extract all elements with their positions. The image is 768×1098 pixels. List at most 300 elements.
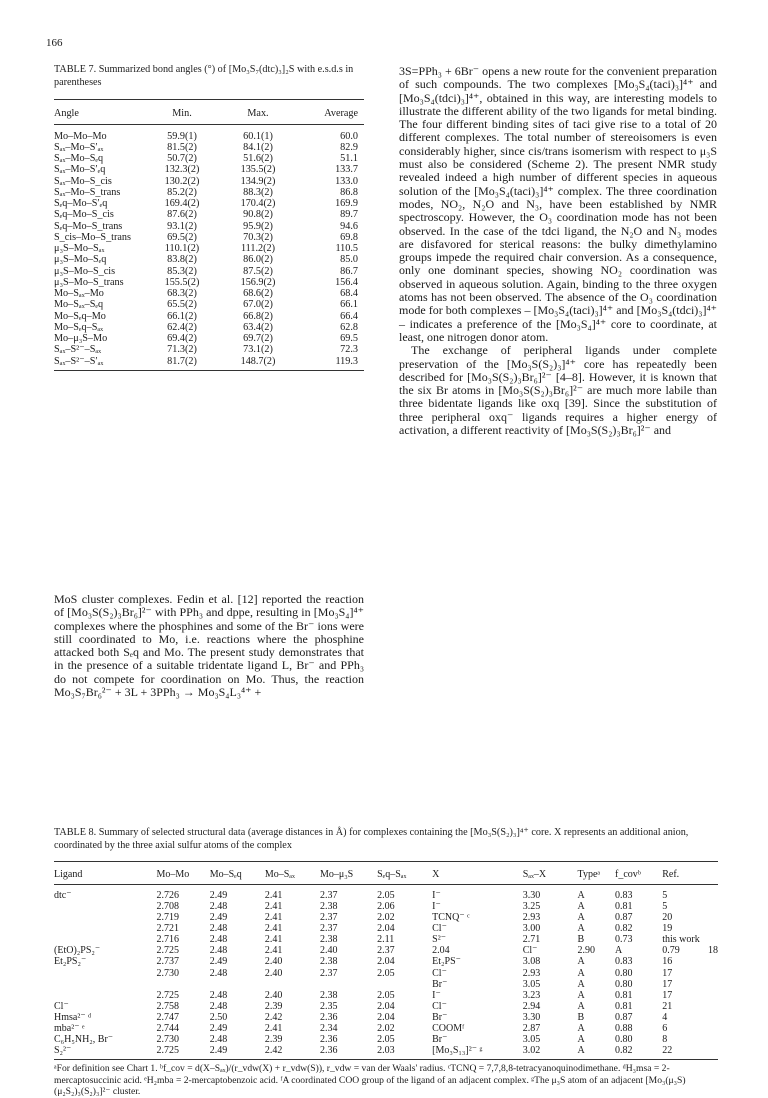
table-cell: 2.05 <box>377 967 395 979</box>
table-cell: 22 <box>662 1045 673 1057</box>
table-cell: Br⁻ <box>432 978 448 990</box>
table-cell: Mo–Mo–Mo <box>54 130 107 142</box>
table-cell: 2.36 <box>319 1034 338 1046</box>
table-row <box>54 221 364 232</box>
table-row <box>54 923 718 934</box>
table-row <box>54 1034 718 1045</box>
table-cell: 69.7(2) <box>243 333 273 344</box>
table-cell: 2.725 <box>156 945 179 957</box>
table-cell: 72.3 <box>340 344 358 356</box>
table-8-header: Mo–Mo <box>156 868 190 880</box>
table-cell <box>265 979 320 990</box>
table-cell: Sₐₓ–Mo–S_cis <box>54 175 112 187</box>
table-cell: 111.2(2) <box>240 243 276 254</box>
table-cell: 69.4(2) <box>167 333 197 344</box>
table-cell: 2.725 <box>156 1045 179 1057</box>
table-cell: A <box>577 956 585 968</box>
table-cell: 81.5(2) <box>167 141 197 153</box>
table-cell: Mo–Sₑq–Sₐₓ <box>54 321 104 333</box>
table-cell: 2.94 <box>522 1000 541 1012</box>
table-cell: 0.83 <box>615 889 633 901</box>
table-cell: I⁻ <box>432 989 441 1001</box>
table-cell: 2.747 <box>156 1011 179 1023</box>
table-cell: A <box>577 1023 585 1035</box>
table-cell: 66.1 <box>340 299 358 311</box>
table-cell: A <box>577 912 585 924</box>
table-cell: 86.8 <box>340 186 358 198</box>
table-rule <box>54 1059 718 1060</box>
table-row <box>54 232 364 243</box>
table-cell: C₆H₅NH₂, Br⁻ <box>54 1034 114 1046</box>
table-cell: 2.48 <box>209 967 228 979</box>
table-cell: B <box>577 1011 585 1023</box>
table-cell: 155.5(2) <box>164 276 200 288</box>
table-cell: 2.39 <box>264 1000 283 1012</box>
table-cell: 2.87 <box>522 1023 541 1035</box>
table-cell: 2.41 <box>264 901 283 912</box>
table-cell: Cl⁻ <box>522 945 538 957</box>
table-cell: 2.38 <box>319 989 338 1001</box>
table-cell: 2.40 <box>264 989 283 1001</box>
table-row <box>54 176 364 187</box>
table-cell <box>54 990 156 1001</box>
table-cell: 2.36 <box>319 1011 338 1023</box>
table-cell: 73.1(2) <box>243 344 273 356</box>
table-cell <box>320 979 377 990</box>
table-row <box>54 243 364 254</box>
table-cell: 51.6(2) <box>243 153 273 164</box>
table-cell: 2.48 <box>209 901 228 912</box>
table-cell: 2.41 <box>264 889 283 901</box>
table-cell: 2.48 <box>209 934 228 946</box>
table-cell: 3.08 <box>522 956 541 968</box>
table-row <box>54 956 718 967</box>
table-cell: 66.1(2) <box>167 310 197 322</box>
table-8-caption: TABLE 8. Summary of selected structural data (average distances in Å) for complexes containing the [Mo₃S(S₂)₃]⁴⁺ core. X represents an additional anion, coordinated by the three axial sulfur atoms of the complex <box>54 827 689 851</box>
table-cell: 2.41 <box>264 945 283 957</box>
table-row <box>54 344 364 355</box>
table-cell: 71.3(2) <box>167 344 197 356</box>
table-cell: 135.5(2) <box>240 164 276 176</box>
table-cell: Cl⁻ <box>432 967 447 979</box>
table-8-header: X <box>432 868 440 880</box>
table-cell: 84.1(2) <box>243 141 273 153</box>
table-row <box>54 901 718 912</box>
table-cell: 2.41 <box>264 1023 283 1035</box>
table-cell: 2.38 <box>319 934 338 946</box>
table-row <box>54 124 364 142</box>
table-row <box>54 209 364 220</box>
table-cell: 2.41 <box>264 912 283 924</box>
table-cell: 94.6 <box>340 220 358 232</box>
table-cell: 86.7 <box>340 265 358 277</box>
table-cell: 68.6(2) <box>243 288 273 299</box>
table-cell: 2.93 <box>522 912 541 924</box>
table-cell: 17 <box>662 978 673 990</box>
table-cell: 2.34 <box>319 1023 338 1035</box>
table-row <box>54 266 364 277</box>
table-cell: 63.4(2) <box>243 321 273 333</box>
table-cell: Mo–μ₃S–Mo <box>54 333 108 344</box>
table-cell: 0.81 <box>615 1000 633 1012</box>
table-cell: 0.81 <box>615 901 633 912</box>
table-cell: 66.4 <box>340 310 358 322</box>
table-cell: 70.3(2) <box>243 231 273 243</box>
table-row <box>54 142 364 153</box>
table-cell: 2.40 <box>264 967 283 979</box>
table-row <box>54 187 364 198</box>
table-cell: 95.9(2) <box>243 220 273 232</box>
table-cell: 2.38 <box>319 956 338 968</box>
table-row <box>54 1001 718 1012</box>
table-cell: Br⁻ <box>432 1011 448 1023</box>
table-cell: 2.36 <box>319 1045 338 1057</box>
table-cell: 2.38 <box>319 901 338 912</box>
table-row <box>54 356 364 367</box>
table-cell: A <box>577 1045 585 1057</box>
table-row <box>54 322 364 333</box>
table-cell: I⁻ <box>432 889 441 901</box>
table-cell: 69.8 <box>340 231 358 243</box>
table-cell <box>54 923 156 934</box>
table-cell: 6 <box>662 1023 668 1035</box>
table-cell: μ₃S–Mo–S_cis <box>54 265 116 277</box>
table-cell: [Mo₃S₁₃]²⁻ ᵍ <box>432 1045 483 1057</box>
table-7 <box>54 64 364 371</box>
table-cell: 2.93 <box>522 967 541 979</box>
table-cell: Sₑq–Mo–S_trans <box>54 220 123 232</box>
table-cell: Sₐₓ–Mo–S_trans <box>54 186 121 198</box>
table-cell: 2.90 <box>577 945 596 957</box>
table-cell <box>54 968 156 979</box>
table-8-header: Sₐₓ–X <box>522 868 547 880</box>
table-cell: 0.82 <box>615 923 633 935</box>
table-cell: 85.3(2) <box>167 265 197 277</box>
table-row <box>54 912 718 923</box>
table-cell: 68.4 <box>340 288 358 299</box>
table-cell <box>54 901 156 912</box>
table-cell: 0.80 <box>615 1034 633 1046</box>
table-cell: Sₑq–Mo–S_cis <box>54 209 114 221</box>
table-cell: 2.37 <box>319 889 338 901</box>
table-cell: 2.04 <box>377 956 395 968</box>
table-cell: 21 <box>662 1000 673 1012</box>
table-cell: 8 <box>662 1034 668 1046</box>
table-cell: 0.83 <box>615 956 633 968</box>
table-cell: 2.04 <box>377 1011 395 1023</box>
table-8-header: Mo–Sₐₓ <box>264 868 295 880</box>
table-cell <box>156 979 209 990</box>
table-cell: 2.744 <box>156 1023 179 1035</box>
table-cell: S₂²⁻ <box>54 1045 72 1057</box>
table-cell: 2.05 <box>377 989 395 1001</box>
table-cell: 60.0 <box>340 130 358 142</box>
table-cell: μ₃S–Mo–Sₐₓ <box>54 243 105 254</box>
table-cell: 2.48 <box>209 1034 228 1046</box>
table-8-header: Sₑq–Sₐₓ <box>377 868 407 880</box>
table-cell: 83.8(2) <box>167 254 197 266</box>
table-cell: 82.9 <box>340 141 358 153</box>
table-cell: 2.719 <box>156 912 179 924</box>
table-cell: A <box>577 923 585 935</box>
table-8-header: Mo–Sₑq <box>209 868 242 880</box>
body-paragraph: 3S=PPh₃ + 6Br⁻ opens a new route for the convenient preparation of such compounds. The two complexes [Mo₃S₄(taci)₃]⁴⁺ and [Mo₃S₄(tdci)₃]⁴⁺, obtained in this way, are interesting models to illustrate the different ability of the two ligands for metal binding. The four different binding sites of taci give rise to a total of 20 different complexes. The total number of stereoisomers is even considerably higher, since cis/trans isomerism with respect to μ₃S must also be considered (Scheme 2). The present NMR study revealed indeed a high number of different species in aqueous solution of the [Mo₃S₄(taci)₃]⁴⁺ complex. The three coordination modes, NO₂, N₂O and N₃, have been established by NMR spectroscopy. However, the O₃ coordination mode has not been observed. In the case of the tdci ligand, the N₂O and N₃ modes are disfavored for sterical reasons: the bulky dimethylamino groups impede the required chair conversion. As a consequence, only one dominant species, showing NO₂ coordination was observed in aqueous solution. Again, binding to the three oxygen atoms has not been observed. The absence of the O₃ coordination mode for both complexes – [Mo₃S₄(taci)₃]⁴⁺ and [Mo₃S₄(tdci)₃]⁴⁺ – indicates a preference of the [Mo₃S₄]⁴⁺ core to coordinate, at least, one nitrogen donor atom. <box>399 64 717 344</box>
table-row <box>54 288 364 299</box>
table-cell <box>377 979 432 990</box>
table-cell: 119.3 <box>335 355 358 367</box>
table-7-header: Min. <box>172 108 192 120</box>
table-cell: mba²⁻ ᵉ <box>54 1023 85 1035</box>
table-cell: 2.725 <box>156 989 179 1001</box>
table-8-header: f_covᵇ <box>615 868 641 880</box>
table-cell: Mo–Sₐₓ–Mo <box>54 288 104 299</box>
table-cell: 88.3(2) <box>243 186 273 198</box>
table-cell: 65.5(2) <box>167 299 197 311</box>
table-cell: 2.730 <box>156 967 179 979</box>
table-cell: 2.48 <box>209 945 228 957</box>
table-cell: 134.9(2) <box>240 175 276 187</box>
table-cell: A <box>615 945 623 957</box>
table-row <box>54 153 364 164</box>
table-cell: 3.25 <box>522 901 541 912</box>
table-cell: 2.48 <box>209 923 228 935</box>
table-cell: 89.7 <box>340 209 358 221</box>
table-cell: μ₃S–Mo–Sₑq <box>54 254 107 266</box>
table-8-header: Mo–μ₃S <box>319 868 354 880</box>
table-cell: 133.7 <box>335 164 358 176</box>
table-cell: 2.06 <box>377 901 395 912</box>
table-cell: 156.9(2) <box>240 276 276 288</box>
table-cell: 0.73 <box>615 934 633 946</box>
table-cell: 3.23 <box>522 989 541 1001</box>
table-row <box>54 254 364 265</box>
table-cell: 2.03 <box>377 1045 395 1057</box>
table-cell: 2.737 <box>156 956 179 968</box>
table-cell: 69.5 <box>340 333 358 344</box>
table-cell: 2.39 <box>264 1034 283 1046</box>
table-cell: 2.50 <box>209 1011 228 1023</box>
table-cell: 110.1(2) <box>164 243 200 254</box>
table-cell: 2.05 <box>377 1034 395 1046</box>
table-cell: 19 <box>662 923 673 935</box>
table-cell: Sₐₓ–Mo–Sₑq <box>54 153 104 164</box>
table-cell: 66.8(2) <box>243 310 273 322</box>
table-row <box>54 311 364 322</box>
table-cell: A <box>577 989 585 1001</box>
table-8-grid <box>54 862 718 1056</box>
table-cell: 0.80 <box>615 967 633 979</box>
table-cell: S_cis–Mo–S_trans <box>54 231 131 243</box>
table-cell: 68.3(2) <box>167 288 197 299</box>
table-cell: 3.05 <box>522 1034 541 1046</box>
table-cell <box>210 979 265 990</box>
table-cell: 2.71 <box>522 934 541 946</box>
table-cell: 2.41 <box>264 934 283 946</box>
table-cell: this work <box>662 934 700 946</box>
table-cell: 2.04 <box>377 923 395 935</box>
table-8-header: Typeᵃ <box>577 868 601 880</box>
table-cell: Sₐₓ–Mo–S′ₐₓ <box>54 141 104 153</box>
table-cell: 2.49 <box>209 889 228 901</box>
table-cell: 110.5 <box>335 243 358 254</box>
table-cell: Et₂PS₂⁻ <box>54 956 87 968</box>
table-cell: 3.02 <box>522 1045 541 1057</box>
table-cell <box>54 979 156 990</box>
table-cell: 132.3(2) <box>164 164 200 176</box>
table-cell: 90.8(2) <box>243 209 273 221</box>
table-cell: Cl⁻ <box>432 923 447 935</box>
table-cell: 2.721 <box>156 923 179 935</box>
table-cell: 2.730 <box>156 1034 179 1046</box>
table-cell: 20 <box>662 912 673 924</box>
table-cell: 5 <box>662 889 668 901</box>
table-cell: 17 <box>662 967 673 979</box>
table-cell: Sₑq–Mo–S′ₑq <box>54 198 108 209</box>
table-cell: 3.30 <box>522 889 541 901</box>
table-row <box>54 277 364 288</box>
table-row <box>54 1045 718 1056</box>
table-row <box>54 990 718 1001</box>
table-cell: 87.6(2) <box>167 209 197 221</box>
table-cell: 2.716 <box>156 934 179 946</box>
table-cell: 2.42 <box>264 1045 283 1057</box>
table-cell: 2.48 <box>209 989 228 1001</box>
table-cell: 51.1 <box>340 153 358 164</box>
table-row <box>54 979 718 990</box>
table-cell: 2.05 <box>377 889 395 901</box>
table-cell: 50.7(2) <box>167 153 197 164</box>
table-cell: 148.7(2) <box>240 355 276 367</box>
body-paragraph: The exchange of peripheral ligands under complete preservation of the [Mo₃S(S₂)₃]⁴⁺ core has repeatedly been described for [Mo₃S(S₂)₃Br₆]²⁻ [4–8]. However, it is known that the six Br atoms in [Mo₃S(S₂)₃Br₆]²⁻ are much more labile than three bidentate ligands like oxq [39]. Since the substitution of three peripheral oxq⁻ ligands requires a higher energy of activation, a different reactivity of [Mo₃S(S₂)₃Br₆]²⁻ and <box>399 343 717 438</box>
table-cell: Sₐₓ–S²⁻–Sₐₓ <box>54 344 102 356</box>
table-cell: 2.37 <box>377 945 395 957</box>
table-8-footnotes: ᵃFor definition see Chart 1. ᵇf_cov = d(X–Sₐₓ)/(r_vdw(X) + r_vdw(S)), r_vdw = van der Waals' radius. ᶜTCNQ = 7,7,8,8-tetracyanoquinodimethane. ᵈH₃msa = 2-mercaptosuccinic acid. ᵉH₂mba = 2-mercaptobenzoic acid. ᶠA coordinated COO group of the ligand of an adjacent complex. ᵍThe μ₃S atom of an adjacent [Mo₃(μ₃S)(μ₂S₂)₃(S₂)₃]²⁻ cluster. <box>54 1063 686 1098</box>
table-cell: 3.30 <box>522 1011 541 1023</box>
table-cell: 0.88 <box>615 1023 633 1035</box>
table-cell: A <box>577 978 585 990</box>
table-cell <box>54 912 156 923</box>
table-cell: 87.5(2) <box>243 265 273 277</box>
table-cell: 67.0(2) <box>243 299 273 311</box>
table-7-grid <box>54 100 364 367</box>
table-cell: COOMᶠ <box>432 1023 465 1035</box>
table-cell: Hmsa²⁻ ᵈ <box>54 1011 92 1023</box>
table-cell: 2.48 <box>209 1000 228 1012</box>
table-cell: 0.87 <box>615 1011 633 1023</box>
table-cell: 0.82 <box>615 1045 633 1057</box>
table-cell: 2.02 <box>377 1023 395 1035</box>
table-row <box>54 945 718 956</box>
table-cell: 2.41 <box>264 923 283 935</box>
table-7-caption: TABLE 7. Summarized bond angles (°) of [Mo₃S₇(dtc)₃]₂S with e.s.d.s in parentheses <box>54 64 354 88</box>
table-cell: TCNQ⁻ ᶜ <box>432 912 470 924</box>
table-cell: 169.9 <box>335 198 358 209</box>
table-cell: Cl⁻ <box>432 1000 447 1012</box>
table-cell: 86.0(2) <box>243 254 273 266</box>
table-cell: 2.49 <box>209 1045 228 1057</box>
table-cell: 2.37 <box>319 912 338 924</box>
table-cell: 156.4 <box>335 276 358 288</box>
page-number: 166 <box>46 37 63 49</box>
table-cell: 18 <box>708 945 718 957</box>
table-cell: 133.0 <box>335 175 358 187</box>
table-cell: 2.35 <box>319 1000 338 1012</box>
table-row <box>54 934 718 945</box>
table-cell: Mo–Sₑq–Mo <box>54 310 106 322</box>
table-8 <box>54 827 718 1098</box>
table-cell: Sₐₓ–Mo–S′ₑq <box>54 164 106 176</box>
table-rule <box>54 370 364 371</box>
table-cell: 2.40 <box>319 945 338 957</box>
table-cell: 0.80 <box>615 978 633 990</box>
table-cell: B <box>577 934 585 946</box>
table-cell: 2.11 <box>377 934 395 946</box>
table-cell: (EtO)₂PS₂⁻ <box>54 945 101 957</box>
table-cell: 0.87 <box>615 912 633 924</box>
table-cell: A <box>577 967 585 979</box>
table-cell: Et₂PS⁻ <box>432 956 461 968</box>
table-cell: 2.758 <box>156 1000 179 1012</box>
table-8-header: Ref. <box>662 868 680 880</box>
table-cell: 2.49 <box>209 1023 228 1035</box>
table-cell: 2.726 <box>156 889 179 901</box>
table-cell: A <box>577 889 585 901</box>
table-cell: Mo–Sₐₓ–Sₑq <box>54 299 104 311</box>
table-cell: μ₃S–Mo–S_trans <box>54 276 124 288</box>
table-cell: 62.4(2) <box>167 321 197 333</box>
table-cell: 85.0 <box>340 254 358 266</box>
table-row <box>54 1023 718 1034</box>
table-cell: 169.4(2) <box>164 198 200 209</box>
table-cell: 3.00 <box>522 923 541 935</box>
right-column <box>399 65 717 437</box>
table-cell: 4 <box>662 1011 668 1023</box>
table-cell <box>54 934 156 945</box>
table-cell: 0.81 <box>615 989 633 1001</box>
table-cell: A <box>577 1034 585 1046</box>
body-paragraph-left: MoS cluster complexes. Fedin et al. [12] reported the reaction of [Mo₃S(S₂)₃Br₆]²⁻ with PPh₃ and dppe, resulting in [Mo₃S₄]⁴⁺ complexes where the phosphines and some of the Br⁻ ions were still coordinated to Mo, i.e. reactions where the phosphine attacked both Sₑq and Mo. The present study demonstrates that in the presence of a suitable tridentate ligand L, Br⁻ and PPh₃ do not compete for coordination on Mo. Thus, the reaction Mo₃S₇Br₆²⁻ + 3L + 3PPh₃ → Mo₃S₄L₃⁴⁺ + <box>54 592 364 700</box>
table-cell: Sₐₓ–S²⁻–S′ₐₓ <box>54 355 104 367</box>
table-8-header: Ligand <box>54 868 83 880</box>
table-cell: 69.5(2) <box>167 231 197 243</box>
table-cell: 2.02 <box>377 912 395 924</box>
table-row <box>54 198 364 209</box>
table-cell: 2.37 <box>319 923 338 935</box>
table-cell: 16 <box>662 956 673 968</box>
table-7-header: Max. <box>247 108 269 120</box>
table-cell: 2.49 <box>209 912 228 924</box>
table-row <box>54 884 718 901</box>
table-7-header: Angle <box>54 108 79 120</box>
table-cell: 170.4(2) <box>240 198 276 209</box>
table-cell: 2.42 <box>264 1011 283 1023</box>
table-row <box>54 1012 718 1023</box>
table-cell: 130.2(2) <box>164 175 200 187</box>
table-cell: 3.05 <box>522 978 541 990</box>
table-cell: Cl⁻ <box>54 1000 69 1012</box>
table-row <box>54 333 364 344</box>
table-cell: 2.49 <box>209 956 228 968</box>
table-row <box>54 299 364 310</box>
table-cell: 81.7(2) <box>167 355 197 367</box>
table-row <box>54 968 718 979</box>
table-cell: 17 <box>662 989 673 1001</box>
table-cell: 0.79 <box>662 945 680 957</box>
table-cell: Br⁻ <box>432 1034 448 1046</box>
table-cell: 5 <box>662 901 668 912</box>
table-cell: 2.04 <box>377 1000 395 1012</box>
table-cell: 60.1(1) <box>243 130 273 142</box>
